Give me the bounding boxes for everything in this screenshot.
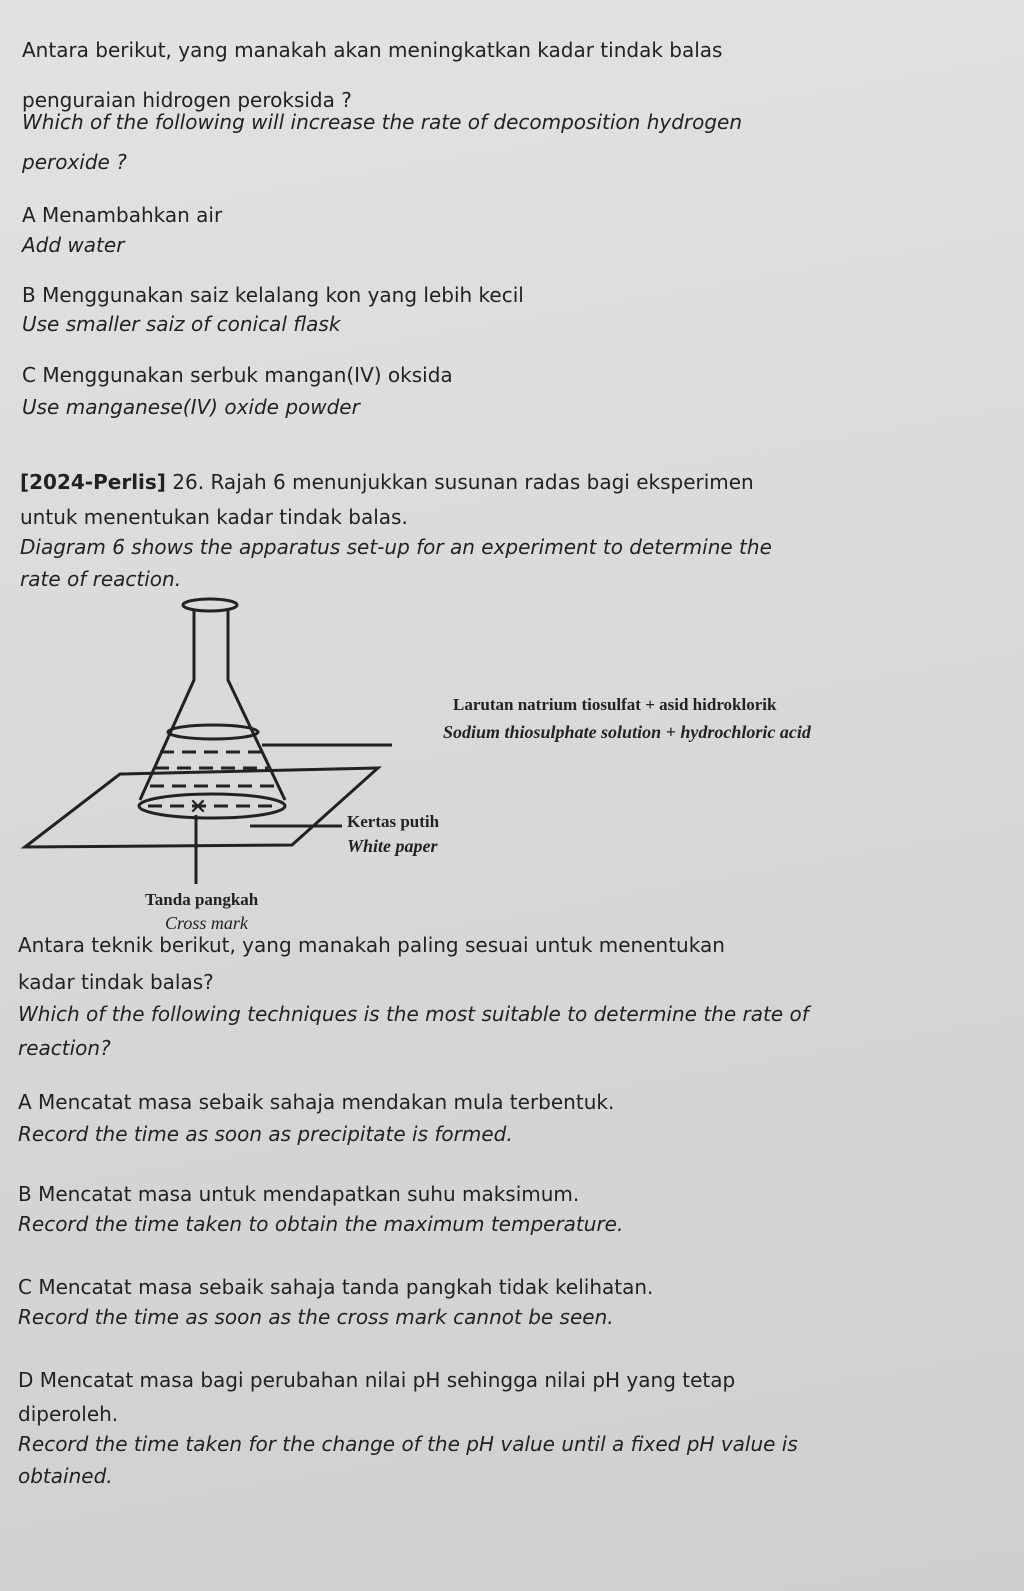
cross-label-ms: Tanda pangkah (145, 890, 259, 909)
q26-stem-text: 26. Rajah 6 menunjukkan susunan radas bagi eksperimen (165, 470, 754, 494)
q25-option-a-en: Add water (22, 233, 125, 257)
solution-label-en: Sodium thiosulphate solution + hydrochloric acid (443, 722, 811, 742)
q25-stem-en: Which of the following will increase the rate of decomposition hydrogen (22, 110, 743, 134)
q26-option-b: B Mencatat masa untuk mendapatkan suhu maksimum. (18, 1182, 580, 1206)
paper-label-ms: Kertas putih (347, 812, 440, 831)
q26-option-c-en: Record the time as soon as the cross mark cannot be seen. (18, 1305, 614, 1329)
q25-stem-ms: penguraian hidrogen peroksida ? (22, 88, 352, 112)
q26-option-d-en: obtained. (18, 1464, 113, 1488)
q25-option-c: C Menggunakan serbuk mangan(IV) oksida (22, 363, 453, 387)
q26-stem-en: rate of reaction. (20, 567, 182, 591)
source-tag: [2024-Perlis] (20, 470, 166, 494)
q26-stem-ms: untuk menentukan kadar tindak balas. (20, 505, 408, 529)
q25-option-c-en: Use manganese(IV) oxide powder (22, 395, 360, 419)
q25-option-b-en: Use smaller saiz of conical flask (22, 312, 341, 336)
paper-label-en: White paper (347, 836, 438, 856)
q26-question-en: reaction? (18, 1036, 111, 1060)
q25-stem-ms: Antara berikut, yang manakah akan meningkatkan kadar tindak balas (22, 38, 723, 62)
cross-icon: ✕ (188, 795, 208, 820)
q26-question-ms: Antara teknik berikut, yang manakah paling sesuai untuk menentukan (18, 933, 725, 957)
q26-option-d: D Mencatat masa bagi perubahan nilai pH sehingga nilai pH yang tetap (18, 1368, 736, 1392)
q26-option-d: diperoleh. (18, 1402, 119, 1426)
q26-option-c: C Mencatat masa sebaik sahaja tanda pangkah tidak kelihatan. (18, 1275, 654, 1299)
q26-option-d-en: Record the time taken for the change of the pH value until a fixed pH value is (18, 1432, 798, 1456)
q25-option-b: B Menggunakan saiz kelalang kon yang lebih kecil (22, 283, 524, 307)
flask-mouth (183, 599, 237, 611)
q26-question-en: Which of the following techniques is the most suitable to determine the rate of (18, 1002, 809, 1026)
cross-label-en: Cross mark (165, 913, 248, 933)
q25-stem-en: peroxide ? (22, 150, 127, 174)
solution-label-ms: Larutan natrium tiosulfat + asid hidroklorik (453, 695, 777, 714)
q26-question-ms: kadar tindak balas? (18, 970, 214, 994)
q26-option-a: A Mencatat masa sebaik sahaja mendakan mula terbentuk. (18, 1090, 615, 1114)
liquid-surface (168, 725, 258, 739)
q26-stem-en: Diagram 6 shows the apparatus set-up for an experiment to determine the (20, 535, 772, 559)
q26-option-a-en: Record the time as soon as precipitate is formed. (18, 1122, 513, 1146)
q26-option-b-en: Record the time taken to obtain the maximum temperature. (18, 1212, 624, 1236)
q25-option-a: A Menambahkan air (22, 203, 223, 227)
